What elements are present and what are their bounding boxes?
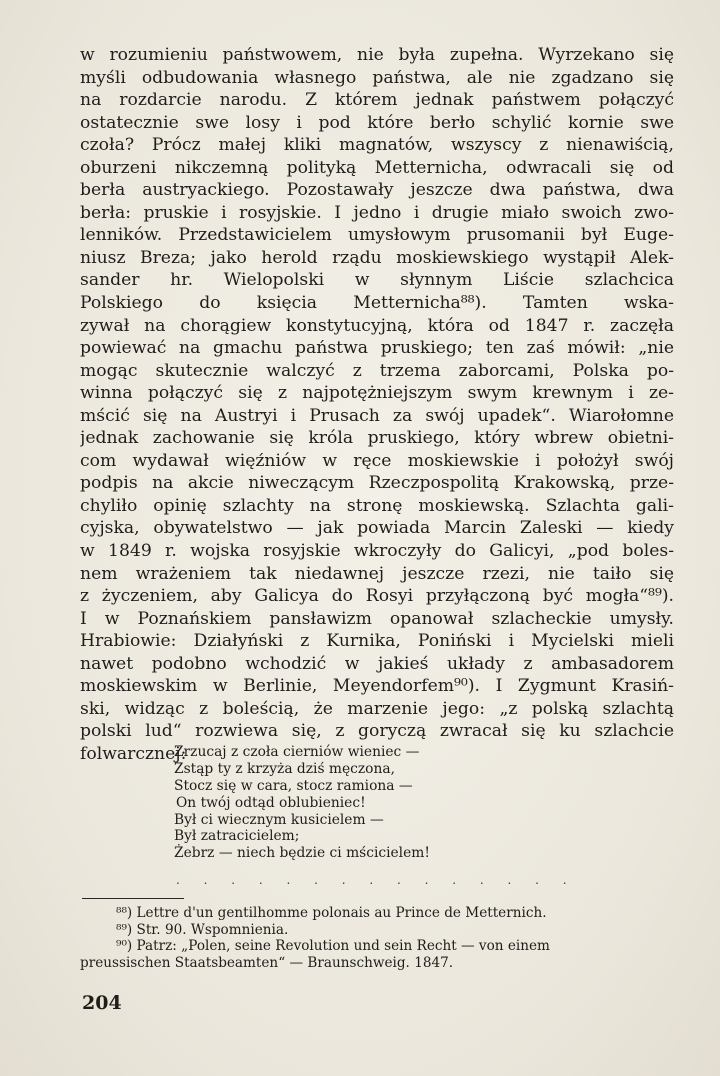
verse-ellipsis: . . . . . . . . . . . . . . . [176, 873, 577, 887]
poem-quote [174, 744, 504, 862]
text-line: moskiewskim w Berlinie, Meyendorfem⁹⁰). I Zygmunt Krasiń- [80, 676, 674, 697]
footnote: ⁸⁹) Str. 90. Wspomnienia. [116, 921, 289, 938]
text-line: na rozdarcie narodu. Z którem jednak państwem połączyć [80, 90, 674, 111]
poem-line: On twój odtąd oblubieniec! [176, 794, 366, 811]
text-line: oburzeni nikczemną polityką Metternicha, odwracali się od [80, 157, 674, 178]
text-line: jednak zachowanie się króla pruskiego, który wbrew obietni- [80, 428, 674, 449]
text-line: chyliło opinię szlachty na stronę moskiewską. Szlachta gali- [80, 495, 674, 516]
footnote-continuation: preussischen Staatsbeamten“ — Braunschweig. 1847. [80, 954, 454, 971]
footnotes [80, 905, 674, 971]
text-line: mścić się na Austryi i Prusach za swój upadek“. Wiarołomne [80, 405, 674, 426]
text-line: Hrabiowie: Działyński z Kurnika, Poniński i Mycielski mieli [80, 631, 674, 652]
text-line: polski lud“ rozwiewa się, z goryczą zwracał się ku szlachcie [80, 721, 674, 742]
text-line: winna połączyć się z najpotężniejszym swym krewnym i ze- [80, 383, 674, 404]
text-line: nawet podobno wchodzić w jakieś układy z ambasadorem [80, 653, 674, 674]
footnote-divider [82, 898, 184, 899]
text-line: cyjska, obywatelstwo — jak powiada Marcin Zaleski — kiedy [80, 518, 674, 539]
text-line: w rozumieniu państwowem, nie była zupełna. Wyrzekano się [80, 45, 674, 65]
text-line: berła austryackiego. Pozostawały jeszcze dwa państwa, dwa [80, 180, 674, 201]
poem-line: Był ci wiecznym kusicielem — [174, 811, 384, 828]
text-line: com wydawał więźniów w ręce moskiewskie i położył swój [80, 450, 674, 471]
poem-line: Zrzucaj z czoła cierniów wieniec — [174, 744, 420, 760]
text-line: nem wrażeniem tak niedawnej jeszcze rzezi, nie taiło się [80, 563, 674, 584]
text-line: I w Poznańskiem pansławizm opanował szlacheckie umysły. [80, 608, 674, 629]
text-line: czoła? Prócz małej kliki magnatów, wszyscy z nienawiścią, [80, 135, 674, 156]
poem-line: Był zatracicielem; [174, 828, 300, 845]
text-line: sander hr. Wielopolski w słynnym Liście szlachcica [80, 270, 674, 291]
text-line: powiewać na gmachu państwa pruskiego; ten zaś mówił: „nie [80, 338, 674, 359]
text-line: ski, widząc z boleścią, że marzenie jego: „z polską szlachtą [80, 698, 674, 719]
text-line: Polskiego do księcia Metternicha⁸⁸). Tamten wska- [80, 293, 674, 314]
text-line: lenników. Przedstawicielem umysłowym prusomanii był Euge- [80, 225, 674, 246]
footnote: ⁹⁰) Patrz: „Polen, seine Revolution und sein Recht — von einem [116, 938, 550, 955]
poem-line: Stocz się w cara, stocz ramiona — [174, 777, 413, 794]
text-line: ostatecznie swe losy i pod które berło schylić kornie swe [80, 112, 674, 133]
footnote: ⁸⁸) Lettre d'un gentilhomme polonais au Prince de Metternich. [116, 905, 547, 921]
poem-line: Żebrz — niech będzie ci mścicielem! [174, 845, 430, 862]
text-line: podpis na akcie niweczącym Rzeczpospolitą Krakowską, prze- [80, 473, 674, 494]
text-line: z życzeniem, aby Galicya do Rosyi przyłączoną być mogła“⁸⁹). [80, 586, 674, 607]
text-line: myśli odbudowania własnego państwa, ale nie zgadzano się [80, 67, 674, 88]
main-text [80, 44, 674, 766]
page-number: 204 [82, 992, 122, 1014]
text-line: mogąc skutecznie walczyć z trzema zaborcami, Polska po- [80, 360, 674, 381]
poem-line: Zstąp ty z krzyża dziś męczona, [174, 760, 395, 777]
text-line: w 1849 r. wojska rosyjskie wkroczyły do Galicyi, „pod boles- [80, 541, 674, 562]
text-line: niusz Breza; jako herold rządu moskiewskiego wystąpił Alek- [80, 247, 674, 268]
text-line: folwarcznej: [80, 743, 187, 764]
text-line: zywał na chorągiew konstytucyjną, która od 1847 r. zaczęła [80, 315, 674, 336]
text-line: berła: pruskie i rosyjskie. I jedno i drugie miało swoich zwo- [80, 202, 674, 223]
